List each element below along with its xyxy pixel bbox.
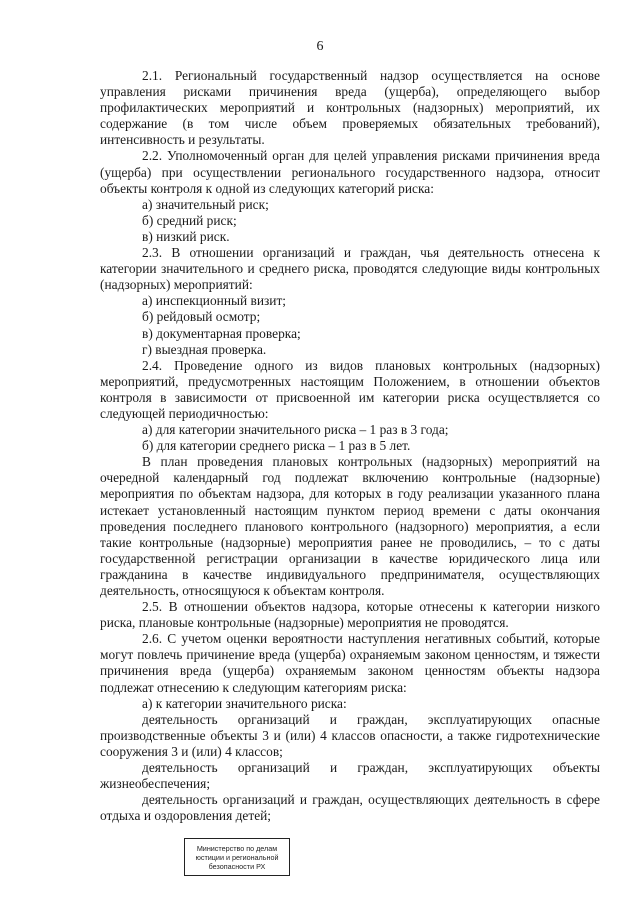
- list-item-significant-category: а) к категории значительного риска:: [142, 695, 347, 711]
- list-item-significant-frequency: а) для категории значительного риска – 1 раз в 3 года;: [142, 422, 449, 438]
- stamp-line-3: безопасности РХ: [208, 861, 266, 871]
- ministry-stamp: [184, 838, 290, 876]
- paragraph-plan-inclusion: В план проведения плановых контрольных (надзорных) мероприятий на очередной календарный год подлежат включению контрольные (надзорные) мероприятия по объектам надзора, для которых в году реализации указанного плана истекает установленный настоящим пунктом период времени с даты окончания проведения последнего планового контрольного (надзорного) мероприятия, а если такие контрольные (надзорные) мероприятия ранее не проводились, – то с даты государственной регистрации организации в качестве юридического лица или гражданина в качестве индивидуального предпринимателя, осуществляющих деятельность, относящуюся к объектам контроля.: [100, 454, 600, 598]
- list-item-inspection-visit: а) инспекционный визит;: [142, 293, 287, 309]
- list-item-medium-risk: б) средний риск;: [142, 212, 237, 228]
- paragraph-2-6: 2.6. С учетом оценки вероятности наступления негативных событий, которые могут повлечь причинение вреда (ущерба) охраняемым законом ценностям, и тяжести причинения вреда (ущерба) охраняемым законом ценностям объекты надзора подлежат отнесению к следующим категориям риска:: [100, 631, 600, 695]
- paragraph-2-3: 2.3. В отношении организаций и граждан, чья деятельность отнесена к категории значительного и среднего риска, проводятся следующие виды контрольных (надзорных) мероприятий:: [100, 245, 600, 293]
- paragraph-2-2: 2.2. Уполномоченный орган для целей управления рисками причинения вреда (ущерба) при осуществлении регионального государственного надзора, относит объекты контроля к одной из следующих категорий риска:: [100, 148, 600, 196]
- paragraph-children-recreation: деятельность организаций и граждан, осуществляющих деятельность в сфере отдыха и оздоровления детей;: [100, 792, 600, 824]
- stamp-line-2: юстиции и региональной: [195, 852, 279, 862]
- paragraph-hazardous-objects: деятельность организаций и граждан, эксплуатирующих опасные производственные объекты 3 и (или) 4 классов опасности, а также гидротехнические сооружения 3 и (или) 4 классов;: [100, 711, 600, 759]
- page-number: 6: [316, 39, 324, 54]
- list-item-medium-frequency: б) для категории среднего риска – 1 раз в 5 лет.: [142, 438, 411, 454]
- list-item-significant-risk: а) значительный риск;: [142, 196, 269, 212]
- stamp-line-1: Министерство по делам: [196, 843, 278, 853]
- list-item-low-risk: в) низкий риск.: [142, 228, 230, 244]
- paragraph-2-1: 2.1. Региональный государственный надзор осуществляется на основе управления рисками причинения вреда (ущерба), определяющего выбор профилактических мероприятий и контрольных (надзорных) мероприятий, их содержание (в том числе объем проверяемых обязательных требований), интенсивность и результаты.: [100, 68, 600, 148]
- paragraph-life-support-objects: деятельность организаций и граждан, эксплуатирующих объекты жизнеобеспечения;: [100, 760, 600, 792]
- document-body: [100, 68, 600, 824]
- paragraph-2-5: 2.5. В отношении объектов надзора, которые отнесены к категории низкого риска, плановые контрольные (надзорные) мероприятия не проводятся.: [100, 599, 600, 631]
- paragraph-2-4: 2.4. Проведение одного из видов плановых контрольных (надзорных) мероприятий, предусмотренных настоящим Положением, в отношении объектов контроля в зависимости от присвоенной им категории риска осуществляется со следующей периодичностью:: [100, 357, 600, 421]
- list-item-field-check: г) выездная проверка.: [142, 341, 267, 357]
- list-item-raid-inspection: б) рейдовый осмотр;: [142, 309, 261, 325]
- list-item-document-check: в) документарная проверка;: [142, 325, 301, 341]
